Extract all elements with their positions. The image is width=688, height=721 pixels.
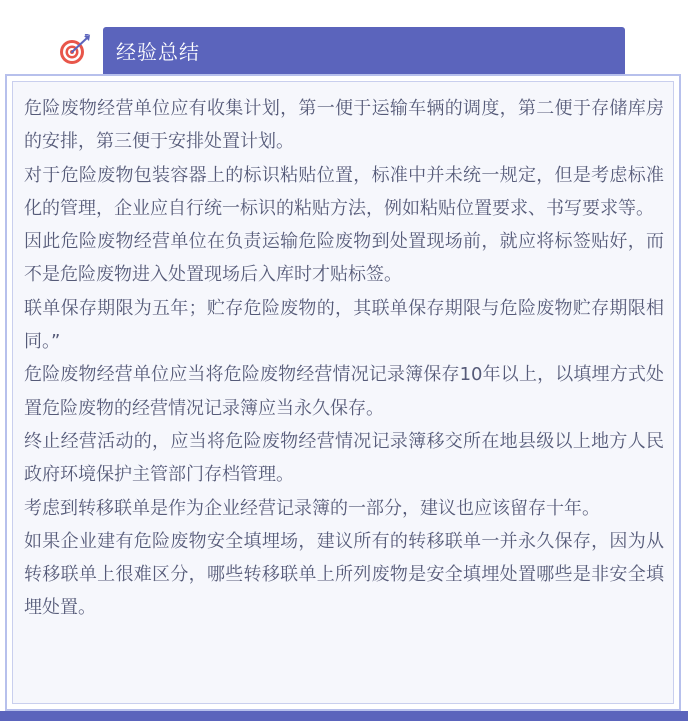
paragraph: 联单保存期限为五年；贮存危险废物的，其联单保存期限与危险废物贮存期限相同。” — [24, 297, 664, 353]
paragraph: 终止经营活动的，应当将危险废物经营情况记录簿移交所在地县级以上地方人民政府环境保护主管部门存档管理。 — [24, 430, 664, 486]
section-title: 经验总结 — [116, 40, 200, 64]
summary-content — [24, 92, 664, 625]
section-header — [0, 0, 688, 74]
paragraph: 如果企业建有危险废物安全填埋场，建议所有的转移联单一并永久保存，因为从转移联单上很难区分，哪些转移联单上所列废物是安全填埋处置哪些是非安全填埋处置。 — [24, 530, 664, 619]
paragraph: 考虑到转移联单是作为企业经营记录簿的一部分，建议也应该留存十年。 — [24, 497, 600, 519]
bottom-accent-bar — [0, 711, 688, 721]
paragraph: 对于危险废物包装容器上的标识粘贴位置，标准中并未统一规定，但是考虑标准化的管理，企业应自行统一标识的粘贴方法，例如粘贴位置要求、书写要求等。 — [24, 164, 664, 219]
paragraph: 危险废物经营单位应有收集计划，第一便于运输车辆的调度，第二便于存储库房的安排，第三便于安排处置计划。 — [24, 98, 664, 153]
paragraph: 因此危险废物经营单位在负责运输危险废物到处置现场前，就应将标签贴好，而不是危险废物进入处置现场后入库时才贴标签。 — [24, 231, 664, 286]
paragraph: 危险废物经营单位应当将危险废物经营情况记录簿保存10年以上，以填埋方式处置危险废物的经营情况记录簿应当永久保存。 — [24, 364, 664, 419]
title-tab — [103, 27, 625, 74]
target-icon — [58, 34, 92, 66]
